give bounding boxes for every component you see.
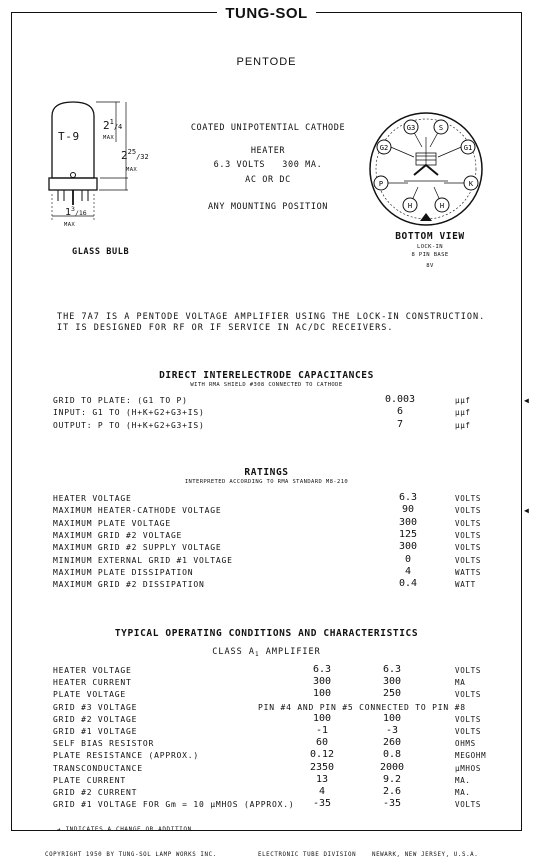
typical-row-unit: VOLTS — [455, 714, 482, 724]
typical-row-value-2: 260 — [382, 737, 402, 749]
typical-row-unit: OHMS — [455, 739, 476, 749]
cap-row-label: INPUT: G1 TO (H+K+G2+G3+IS) — [53, 408, 205, 417]
typical-row-value-1: -35 — [312, 798, 332, 810]
rating-row-unit: VOLTS — [455, 518, 482, 528]
arrow-icon: ➔ — [57, 826, 62, 833]
typical-row-unit: VOLTS — [455, 690, 482, 700]
rating-row-unit: WATT — [455, 580, 476, 590]
typical-row-label: GRID #1 VOLTAGE FOR Gm = 10 μMHOS (APPROX.) — [53, 800, 295, 810]
rating-row-value: 6.3 — [398, 492, 418, 503]
rating-row-label: MAXIMUM GRID #2 SUPPLY VOLTAGE — [53, 543, 222, 553]
typical-row-value-1: 100 — [312, 712, 332, 724]
cap-row-value: 7 — [396, 419, 404, 430]
pin-h-right-label: H — [439, 202, 445, 210]
footer-division: ELECTRONIC TUBE DIVISION — [258, 852, 357, 858]
bulb-width-dim: $1^3/16$ — [65, 205, 87, 218]
pin-s-label: S — [438, 124, 444, 132]
frame-left — [11, 12, 12, 830]
basing-title: BOTTOM VIEW — [395, 231, 465, 242]
typical-row-value-1: 2350 — [309, 761, 335, 773]
capacitances-title: DIRECT INTERELECTRODE CAPACITANCES — [159, 370, 374, 381]
typical-row-unit: MEGOHM — [455, 751, 487, 761]
rating-row-value: 300 — [398, 541, 418, 553]
typical-row-unit: VOLTS — [455, 666, 482, 675]
rating-row-value: 300 — [398, 516, 418, 528]
pin-g2-label: G2 — [379, 144, 389, 152]
typical-row-unit: MA — [455, 678, 466, 688]
pin-p-label: P — [378, 180, 384, 188]
heater-supply: AC OR DC — [245, 175, 291, 185]
pin-h-left-label: H — [407, 202, 413, 210]
typical-row-value-1: 300 — [312, 676, 332, 688]
pin-g1-label: G1 — [463, 144, 473, 152]
mounting-position: ANY MOUNTING POSITION — [207, 202, 329, 212]
typical-row-label: GRID #1 VOLTAGE — [53, 727, 138, 736]
bulb-outline-drawing — [28, 98, 168, 238]
rating-row-unit: VOLTS — [455, 543, 482, 553]
rating-row-unit: VOLTS — [455, 494, 482, 503]
heater-title: HEATER — [250, 146, 286, 156]
typical-subtitle: CLASS $A_1$ AMPLIFIER — [212, 647, 321, 658]
typical-row-value-2: 2000 — [379, 761, 405, 773]
bulb-caption: GLASS BULB — [72, 247, 130, 257]
typical-row-label: GRID #2 VOLTAGE — [53, 714, 138, 724]
typical-row-value-2: 9.2 — [382, 773, 402, 785]
description-line-1: THE 7A7 IS A PENTODE VOLTAGE AMPLIFIER USING THE LOCK-IN CONSTRUCTION. — [57, 312, 486, 322]
cap-row-value: 0.003 — [384, 394, 416, 405]
rating-row-value: 90 — [401, 504, 415, 516]
typical-row-unit: VOLTS — [455, 727, 482, 736]
typical-row-value-2: -3 — [385, 725, 399, 736]
bulb-width-max: MAX — [64, 222, 76, 228]
footer-location: NEWARK, NEW JERSEY, U.S.A. — [372, 852, 479, 858]
frame-right — [521, 12, 522, 830]
basing-line2: 8 PIN BASE — [411, 252, 449, 258]
rating-row-label: MAXIMUM GRID #2 VOLTAGE — [53, 530, 183, 540]
cap-row-unit: μμf — [455, 421, 471, 430]
legend-text: INDICATES A CHANGE OR ADDITION — [65, 826, 192, 833]
heater-rating: 6.3 VOLTS 300 MA. — [213, 160, 323, 170]
description-line-2: IT IS DESIGNED FOR RF OR IF SERVICE IN AC/DC RECEIVERS. — [57, 323, 394, 333]
change-marker-icon: ◀ — [524, 396, 529, 405]
basing-code: 8V — [426, 263, 434, 269]
typical-row-value-2: 100 — [382, 712, 402, 724]
rating-row-value: 0 — [404, 553, 412, 565]
rating-row-label: MAXIMUM PLATE VOLTAGE — [53, 518, 171, 528]
ratings-title: RATINGS — [244, 467, 289, 478]
typical-row-value-1: 4 — [318, 786, 326, 797]
typical-row-label: GRID #3 VOLTAGE — [53, 702, 138, 712]
typical-title: TYPICAL OPERATING CONDITIONS AND CHARACTERISTICS — [114, 628, 419, 639]
typical-row-value-1: 60 — [315, 737, 329, 749]
footer-copyright: COPYRIGHT 1950 BY TUNG-SOL LAMP WORKS INC. — [45, 852, 217, 858]
rating-row-unit: VOLTS — [455, 555, 482, 565]
rating-row-value: 125 — [398, 528, 418, 540]
typical-row-value-1: 0.12 — [309, 749, 335, 761]
cathode-type: COATED UNIPOTENTIAL CATHODE — [190, 123, 346, 133]
bulb-label: T-9 — [58, 130, 80, 143]
basing-line1: LOCK-IN — [417, 244, 443, 250]
ratings-subtitle: INTERPRETED ACCORDING TO RMA STANDARD M8-210 — [184, 479, 349, 485]
basing-diagram — [364, 107, 488, 231]
rating-row-label: MINIMUM EXTERNAL GRID #1 VOLTAGE — [53, 555, 233, 565]
capacitances-subtitle: WITH RMA SHIELD #308 CONNECTED TO CATHODE — [190, 382, 343, 388]
typical-row-value-1: 13 — [315, 773, 329, 785]
typical-row-value-2: -35 — [382, 798, 402, 810]
typical-row-label: SELF BIAS RESISTOR — [53, 739, 155, 749]
typical-row-value-2: 6.3 — [382, 664, 402, 675]
cap-row-value: 6 — [396, 406, 404, 417]
rating-row-label: HEATER VOLTAGE — [53, 494, 132, 503]
pin-g3-label: G3 — [406, 124, 416, 132]
rating-row-unit: VOLTS — [455, 506, 482, 516]
cap-row-unit: μμf — [455, 396, 471, 405]
typical-row-value-1: -1 — [315, 725, 329, 736]
typical-row-label: PLATE VOLTAGE — [53, 690, 127, 700]
typical-row-label: PLATE CURRENT — [53, 775, 127, 785]
rating-row-unit: WATTS — [455, 567, 482, 577]
bulb-seated-max: MAX — [126, 167, 138, 173]
typical-row-value-1: 100 — [312, 688, 332, 700]
rating-row-label: MAXIMUM GRID #2 DISSIPATION — [53, 580, 205, 590]
rating-row-value: 4 — [404, 565, 412, 577]
typical-row-note: PIN #4 AND PIN #5 CONNECTED TO PIN #8 — [258, 702, 466, 712]
rating-row-unit: VOLTS — [455, 530, 482, 540]
typical-row-label: GRID #2 CURRENT — [53, 788, 138, 797]
brand-logo: TUNG-SOL — [0, 3, 533, 22]
typical-row-unit: MA. — [455, 775, 471, 785]
tube-type: PENTODE — [236, 56, 297, 68]
typical-row-value-2: 2.6 — [382, 786, 402, 797]
typical-row-unit: MA. — [455, 788, 471, 797]
cap-row-label: GRID TO PLATE: (G1 TO P) — [53, 396, 188, 405]
bulb-seated-dim: $2^{25}/32$ — [121, 148, 149, 162]
rating-row-value: 0.4 — [398, 578, 418, 590]
bulb-height-dim: $2^1/4$ — [103, 118, 123, 132]
pin-k-label: K — [468, 180, 474, 188]
typical-row-value-2: 250 — [382, 688, 402, 700]
change-marker-icon: ◀ — [524, 506, 529, 515]
rating-row-label: MAXIMUM HEATER-CATHODE VOLTAGE — [53, 506, 222, 516]
typical-row-label: PLATE RESISTANCE (APPROX.) — [53, 751, 200, 761]
bulb-height-max: MAX — [103, 135, 115, 141]
typical-row-label: HEATER CURRENT — [53, 678, 132, 688]
typical-row-label: HEATER VOLTAGE — [53, 666, 132, 675]
cap-row-unit: μμf — [455, 408, 471, 417]
rating-row-label: MAXIMUM PLATE DISSIPATION — [53, 567, 194, 577]
typical-row-unit: μMHOS — [455, 763, 482, 773]
legend — [57, 826, 192, 833]
typical-row-value-2: 300 — [382, 676, 402, 688]
typical-row-value-2: 0.8 — [382, 749, 402, 761]
typical-row-unit: VOLTS — [455, 800, 482, 810]
cap-row-label: OUTPUT: P TO (H+K+G2+G3+IS) — [53, 421, 205, 430]
typical-row-value-1: 6.3 — [312, 664, 332, 675]
typical-row-label: TRANSCONDUCTANCE — [53, 763, 143, 773]
